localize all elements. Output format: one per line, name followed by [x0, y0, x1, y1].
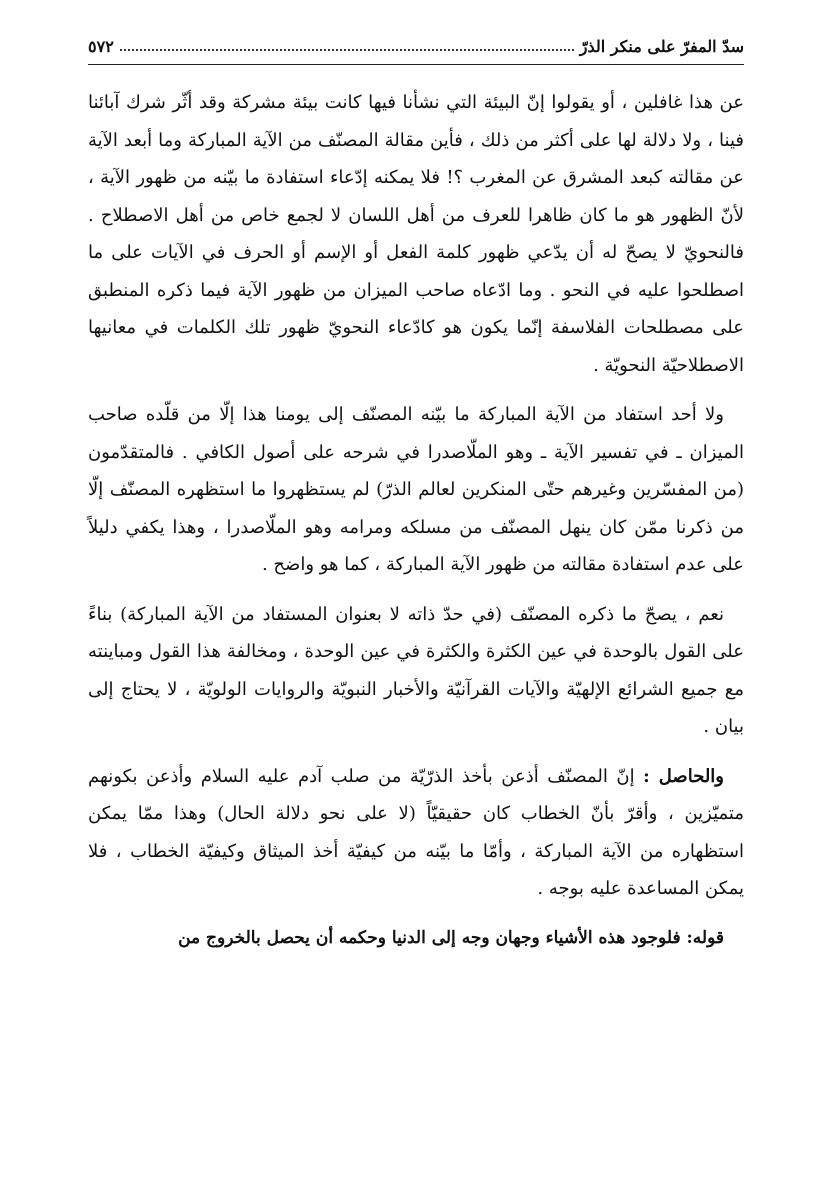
running-title: سدّ المفرّ على منكر الذرّ	[579, 36, 744, 56]
paragraph-summary	[88, 758, 744, 908]
page-body	[88, 84, 744, 969]
quoted-passage	[88, 920, 744, 958]
paragraph-2	[88, 396, 744, 584]
summary-label: والحاصل :	[643, 765, 724, 787]
paragraph-1	[88, 84, 744, 384]
page-number: ٥٧٢	[88, 36, 114, 56]
header-dot-leader	[120, 41, 574, 51]
paragraph-text: نعم ، يصحّ ما ذكره المصنّف (في حدّ ذاته لا بعنوان المستفاد من الآية المباركة) بناءً على القول بالوحدة في عين الكثرة والكثرة في عين الوحدة ، ومخالفة هذا القول ومباينته مع جميع الشرائع الإلهيّة والآيات القرآنيّة والأخبار النبويّة والروايات الولويّة ، لا يحتاج إلى بيان .	[88, 603, 744, 737]
quote-text: فلوجود هذه الأشياء وجهان وجه إلى الدنيا وحكمه أن يحصل بالخروج من	[178, 927, 681, 948]
paragraph-3	[88, 596, 744, 746]
page-header	[88, 28, 744, 65]
quote-label: قوله:	[686, 927, 724, 948]
paragraph-text: إنّ المصنّف أذعن بأخذ الذرّيّة من صلب آدم عليه السلام وأذعن بكونهم متميّزين ، وأقرّ بأنّ الخطاب كان حقيقيّاً (لا على نحو دلالة الحال) وهذا ممّا يمكن استظهاره من الآية المباركة ، وأمّا ما بيّنه من كيفيّة أخذ الميثاق وكيفيّة الخطاب ، فلا يمكن المساعدة عليه بوجه .	[88, 765, 744, 899]
paragraph-text: ولا أحد استفاد من الآية المباركة ما بيّنه المصنّف إلى يومنا هذا إلّا من قلّده صاحب الميزان ـ في تفسير الآية ـ وهو الملّاصدرا في شرحه على أصول الكافي . فالمتقدّمون (من المفسّرين وغيرهم حتّى المنكرين لعالم الذرّ) لم يستظهروا ما استظهره المصنّف إلّا من ذكرنا ممّن كان ينهل المصنّف من مسلكه ومرامه وهو الملّاصدرا ، وهذا يكفي دليلاً على عدم استفادة مقالته من ظهور الآية المباركة ، كما هو واضح .	[88, 404, 744, 575]
paragraph-text: عن هذا غافلين ، أو يقولوا إنّ البيئة التي نشأنا فيها كانت بيئة مشركة وقد أثّر شرك آبائنا فينا ، ولا دلالة لها على أكثر من ذلك ، فأين مقالة المصنّف من الآية المباركة وما أبعد الآية عن مقالته كبعد المشرق عن المغرب ؟! فلا يمكنه إدّعاء استفادة ما بيّنه من ظهور الآية ، لأنّ الظهور هو ما كان ظاهرا للعرف من أهل اللسان لا لجمع خاص من أهل الاصطلاح . فالنحويّ لا يصحّ له أن يدّعي ظهور كلمة الفعل أو الإسم أو الحرف في الآيات على ما اصطلحوا عليه في النحو . وما ادّعاه صاحب الميزان من ظهور الآية فيما ذكره المنطبق على مصطلحات الفلاسفة إنّما يكون هو كادّعاء النحويّ ظهور تلك الكلمات في معانيها الاصطلاحيّة النحويّة .	[88, 92, 744, 376]
